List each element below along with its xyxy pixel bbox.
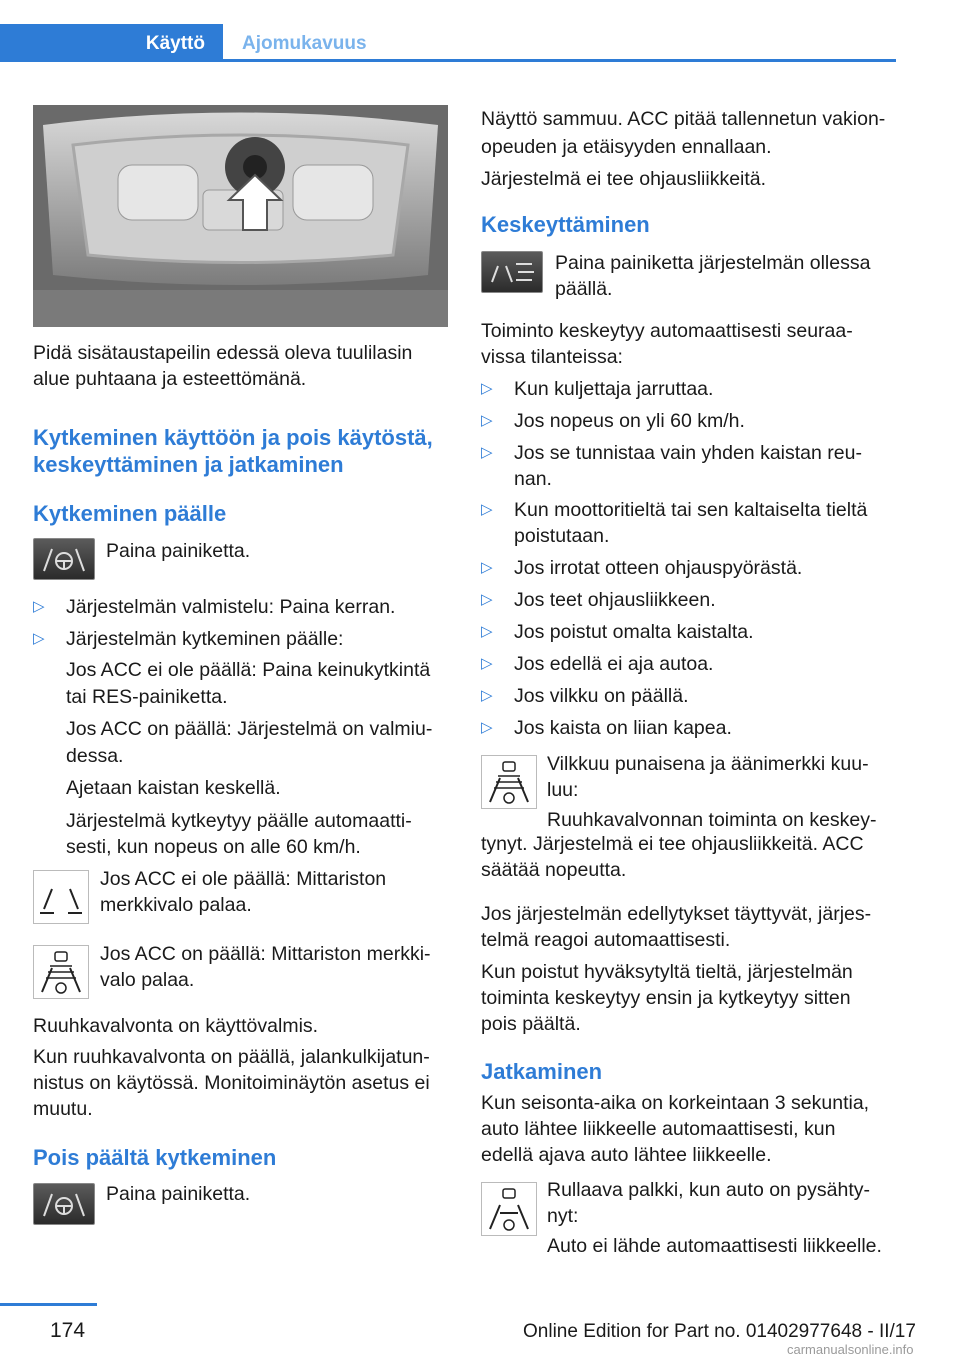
cond-line: toiminta keskeytyy ensin ja kytkeytyy sitten bbox=[481, 987, 851, 1009]
press-off-text: Paina painiketta. bbox=[106, 1183, 251, 1205]
edition-text: Online Edition for Part no. 01402977648 - II/17 bbox=[523, 1321, 916, 1342]
list-item: nan. bbox=[514, 468, 552, 490]
blink-line: säätää nopeutta. bbox=[481, 859, 627, 881]
rolling-bar-icon bbox=[481, 1182, 537, 1236]
section-heading: Kytkeminen käyttöön ja pois käytöstä, bbox=[33, 425, 433, 450]
pause-button-icon bbox=[481, 251, 543, 293]
sub-line: Jos ACC on päällä: Järjestelmä on valmiu‐ bbox=[66, 718, 433, 740]
list-item: Jos teet ohjausliikkeen. bbox=[514, 589, 716, 611]
heading-on: Kytkeminen päälle bbox=[33, 501, 227, 526]
cond-line: Kun poistut hyväksytyltä tieltä, järjestelmän bbox=[481, 961, 853, 983]
bullet-arrow-icon: ▷ bbox=[33, 630, 45, 647]
intro-line: Näyttö sammuu. ACC pitää tallennetun vakion‐ bbox=[481, 108, 886, 130]
list-item: Jos vilkku on päällä. bbox=[514, 685, 689, 707]
sub-line: sesti, kun nopeus on alle 60 km/h. bbox=[66, 836, 361, 858]
pause-text: päällä. bbox=[555, 278, 613, 300]
ped-line: Kun ruuhkavalvonta on päällä, jalankulkijatun‐ bbox=[33, 1046, 430, 1068]
list-item: Kun moottoritieltä tai sen kaltaiselta tieltä bbox=[514, 499, 868, 521]
auto-pause-line: vissa tilanteissa: bbox=[481, 346, 623, 368]
bullet-arrow-icon: ▷ bbox=[481, 444, 493, 461]
ped-line: muutu. bbox=[33, 1098, 93, 1120]
cont-line: auto lähtee liikkeelle automaattisesti, kun bbox=[481, 1118, 836, 1140]
bullet-arrow-icon: ▷ bbox=[481, 501, 493, 518]
section-heading: keskeyttäminen ja jatkaminen bbox=[33, 452, 344, 477]
intro-line: opeuden ja etäisyyden ennallaan. bbox=[481, 136, 772, 158]
bullet-arrow-icon: ▷ bbox=[481, 623, 493, 640]
list-item: Jos nopeus on yli 60 km/h. bbox=[514, 410, 745, 432]
roll-line: Rullaava palkki, kun auto on pysähty‐ bbox=[547, 1179, 871, 1201]
blink-line: luu: bbox=[547, 779, 579, 801]
list-item: Jos poistut omalta kaistalta. bbox=[514, 621, 754, 643]
bullet-arrow-icon: ▷ bbox=[481, 380, 493, 397]
tab-kaytto[interactable] bbox=[0, 24, 223, 62]
list-item: Järjestelmän kytkeminen päälle: bbox=[66, 628, 344, 650]
list-item: Jos se tunnistaa vain yhden kaistan reu‐ bbox=[514, 442, 862, 464]
assist-button-icon bbox=[33, 1183, 95, 1225]
auto-pause-line: Toiminto keskeytyy automaattisesti seuraa‐ bbox=[481, 320, 853, 342]
heading-continue: Jatkaminen bbox=[481, 1059, 603, 1084]
cond-line: pois päältä. bbox=[481, 1013, 581, 1035]
blink-line: Ruuhkavalvonnan toiminta on keskey‐ bbox=[547, 809, 877, 831]
bullet-arrow-icon: ▷ bbox=[481, 719, 493, 736]
pause-text: Paina painiketta järjestelmän ollessa bbox=[555, 252, 871, 274]
header-rule bbox=[0, 59, 896, 62]
bullet-arrow-icon: ▷ bbox=[481, 559, 493, 576]
watermark: carmanualsonline.info bbox=[787, 1342, 914, 1357]
list-item: Järjestelmän valmistelu: Paina kerran. bbox=[66, 596, 396, 618]
assist-button-icon bbox=[33, 538, 95, 580]
bullet-arrow-icon: ▷ bbox=[481, 687, 493, 704]
blink-line: Vilkkuu punaisena ja äänimerkki kuu‐ bbox=[547, 753, 869, 775]
ready-text: Ruuhkavalvonta on käyttövalmis. bbox=[33, 1015, 319, 1037]
list-item: poistutaan. bbox=[514, 525, 610, 547]
roll-line: Auto ei lähde automaattisesti liikkeelle. bbox=[547, 1235, 882, 1257]
intro-line: Järjestelmä ei tee ohjausliikkeitä. bbox=[481, 168, 767, 190]
list-item: Jos kaista on liian kapea. bbox=[514, 717, 732, 739]
tab-kaytto-label: Käyttö bbox=[145, 33, 205, 54]
bullet-arrow-icon: ▷ bbox=[33, 598, 45, 615]
heading-pause: Keskeyttäminen bbox=[481, 212, 650, 237]
sub-line: Järjestelmä kytkeytyy päälle automaatti‐ bbox=[66, 809, 412, 832]
bullet-arrow-icon: ▷ bbox=[481, 655, 493, 672]
lane-lines-icon bbox=[33, 870, 89, 924]
list-item: Jos edellä ei aja autoa. bbox=[514, 653, 714, 675]
icon1-text: merkkivalo palaa. bbox=[100, 894, 252, 916]
traffic-jam-assist-icon bbox=[481, 755, 537, 809]
cond-line: telmä reagoi automaattisesti. bbox=[481, 929, 731, 951]
page-number: 174 bbox=[50, 1319, 86, 1342]
list-item: Jos irrotat otteen ohjauspyörästä. bbox=[514, 557, 803, 579]
caption-line: Pidä sisätaustapeilin edessä oleva tuulilasin bbox=[33, 342, 413, 364]
roll-line: nyt: bbox=[547, 1205, 579, 1227]
icon1-text: Jos ACC ei ole päällä: Mittariston bbox=[100, 868, 387, 890]
press-on-text: Paina painiketta. bbox=[106, 540, 251, 562]
sub-line: Jos ACC ei ole päällä: Paina keinukytkintä bbox=[66, 659, 431, 681]
list-item: Kun kuljettaja jarruttaa. bbox=[514, 378, 714, 400]
icon2-text: valo palaa. bbox=[100, 969, 195, 991]
footer-rule bbox=[0, 1303, 97, 1306]
windshield-photo bbox=[33, 105, 448, 327]
cont-line: Kun seisonta-aika on korkeintaan 3 sekuntia, bbox=[481, 1092, 870, 1114]
tab-ajomukavuus[interactable]: Ajomukavuus bbox=[242, 33, 367, 54]
cont-line: edellä ajava auto lähtee liikkeelle. bbox=[481, 1144, 772, 1166]
heading-off: Pois päältä kytkeminen bbox=[33, 1145, 277, 1170]
ped-line: nistus on käytössä. Monitoiminäytön asetus ei bbox=[33, 1072, 430, 1094]
bullet-arrow-icon: ▷ bbox=[481, 591, 493, 608]
icon2-text: Jos ACC on päällä: Mittariston merkki‐ bbox=[100, 943, 431, 965]
sub-line: tai RES-painiketta. bbox=[66, 685, 228, 708]
cond-line: Jos järjestelmän edellytykset täyttyvät, järjes‐ bbox=[481, 903, 872, 925]
sub-line: Ajetaan kaistan keskellä. bbox=[66, 777, 281, 799]
blink-line: tynyt. Järjestelmä ei tee ohjausliikkeitä. ACC bbox=[481, 833, 864, 855]
bullet-arrow-icon: ▷ bbox=[481, 412, 493, 429]
caption-line: alue puhtaana ja esteettömänä. bbox=[33, 368, 307, 390]
traffic-jam-assist-icon bbox=[33, 945, 89, 999]
sub-line: dessa. bbox=[66, 744, 124, 767]
